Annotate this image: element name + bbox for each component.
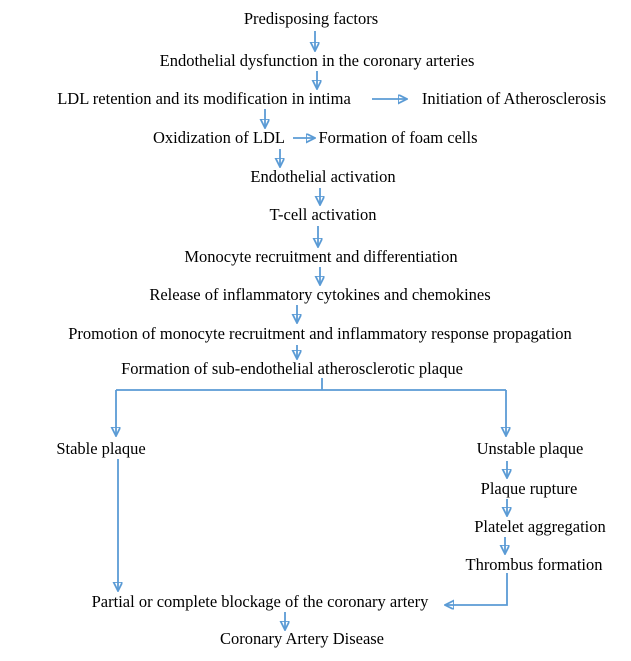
- node-monocyte-recruitment: Monocyte recruitment and differentiation: [184, 247, 458, 266]
- node-oxidization-of-ldl: Oxidization of LDL: [153, 128, 285, 147]
- node-formation-of-foam-cells: Formation of foam cells: [318, 128, 478, 147]
- node-predisposing-factors: Predisposing factors: [243, 9, 379, 28]
- node-promotion-of-inflammatory-response: Promotion of monocyte recruitment and inflammatory response propagation: [68, 324, 572, 343]
- arrow-thrombus-formation-to-blockage: [446, 573, 507, 605]
- node-endothelial-dysfunction: Endothelial dysfunction in the coronary arteries: [159, 51, 475, 70]
- node-endothelial-activation: Endothelial activation: [250, 167, 396, 186]
- node-plaque-formation: Formation of sub-endothelial atherosclerotic plaque: [121, 359, 463, 378]
- node-t-cell-activation: T-cell activation: [269, 205, 377, 224]
- node-unstable-plaque: Unstable plaque: [476, 439, 584, 458]
- node-release-of-cytokines: Release of inflammatory cytokines and chemokines: [149, 285, 491, 304]
- node-ldl-retention: LDL retention and its modification in intima: [57, 89, 351, 108]
- node-coronary-artery-disease: Coronary Artery Disease: [219, 629, 385, 648]
- node-initiation-of-atherosclerosis: Initiation of Atherosclerosis: [421, 89, 607, 108]
- branch-connector-line: [116, 378, 506, 390]
- node-platelet-aggregation: Platelet aggregation: [474, 517, 606, 536]
- node-coronary-blockage: Partial or complete blockage of the coronary artery: [91, 592, 429, 611]
- node-stable-plaque: Stable plaque: [56, 439, 146, 458]
- node-plaque-rupture: Plaque rupture: [480, 479, 578, 498]
- node-thrombus-formation: Thrombus formation: [465, 555, 603, 574]
